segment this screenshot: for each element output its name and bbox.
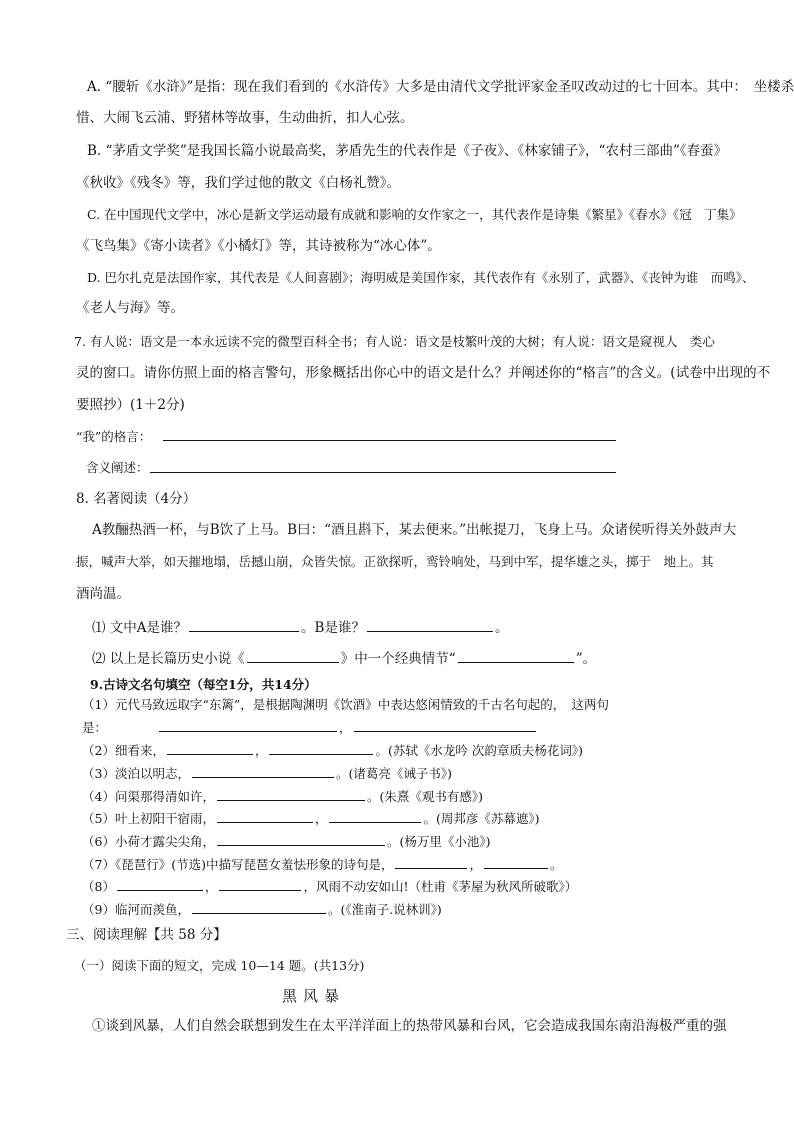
q9-item-1-blank-a[interactable]: [159, 717, 337, 732]
q9-item-5-blank-b[interactable]: [329, 808, 421, 823]
q9-item-2-blank-b[interactable]: [269, 740, 373, 755]
q9-item-2-prefix: （2）细看来，: [82, 743, 165, 758]
q9-item-9-source: 。(《淮南子.说林训》): [327, 902, 442, 917]
q8-subquestion-1: [92, 617, 508, 637]
q8-passage-line2: 振，喊声大举，如天摧地塌，岳撼山崩，众皆失惊。正欲探听，鸾铃响处，马到中军，提华雄之头，掷于 地上。其: [76, 554, 714, 569]
passage-title: 黑风暴: [282, 987, 346, 1005]
q6-option-d-line2: 《老人与海》等。: [76, 300, 184, 316]
q8-passage-line3: 酒尚温。: [76, 586, 130, 602]
q7-prompt-line3: 要照抄）(1＋2分): [76, 397, 185, 413]
q8-heading: 8. 名著阅读（4分）: [76, 491, 197, 507]
q8-answer-a-blank[interactable]: [189, 617, 299, 632]
q9-item-9: [82, 899, 442, 919]
q7-meaning-label: 含义阐述：: [86, 460, 149, 475]
q9-item-2-blank-a[interactable]: [167, 740, 253, 755]
q9-item-8-prefix: （8）: [82, 879, 115, 894]
q9-item-4-prefix: （4）问渠那得清如许，: [82, 789, 215, 804]
q8-s2-prefix: ⑵ 以上是长篇历史小说《: [92, 651, 245, 667]
q6-option-b-line2: 《秋收》《残冬》等，我们学过他的散文《白杨礼赞》。: [76, 175, 400, 191]
q9-item-9-blank[interactable]: [192, 899, 326, 914]
q9-item-3-blank[interactable]: [192, 763, 334, 778]
q9-item-2-source: 。(苏轼《水龙吟 次韵章质夫杨花词》): [375, 743, 583, 758]
q9-item-8-blank-b[interactable]: [219, 876, 301, 891]
q9-item-2: [82, 740, 583, 760]
q9-item-4-source: 。(朱熹《观书有感》): [366, 789, 483, 804]
q9-item-8: [82, 876, 577, 896]
q6-option-c-line2: 《飞鸟集》《寄小读者》《小橘灯》等，其诗被称为“冰心体”。: [76, 238, 441, 254]
q6-option-a-line2: 惜、大闹飞云浦、野猪林等故事，生动曲折，扣人心弦。: [76, 110, 414, 126]
q8-s1-suffix: 。: [494, 620, 509, 636]
q9-comma: ，: [204, 879, 218, 894]
q6-option-d-line1: D. 巴尔扎克是法国作家，其代表是《人间喜剧》；海明威是美国作家，其代表作有《永别了，武器》、《丧钟为谁 而鸣》、: [87, 270, 755, 285]
q8-s1-prefix: ⑴ 文中A是谁？: [92, 620, 188, 636]
q8-answer-b-blank[interactable]: [367, 617, 493, 632]
q9-item-7: [82, 854, 563, 874]
q9-item-4: [82, 786, 483, 806]
q9-item-7-blank-b[interactable]: [484, 854, 548, 869]
q9-item-3: [82, 763, 452, 783]
q9-item-3-prefix: （3）淡泊以明志，: [82, 766, 190, 781]
q8-episode-blank[interactable]: [458, 648, 574, 663]
q7-motto-answer-line[interactable]: [163, 440, 616, 441]
q6-option-b-line1: B. “茅盾文学奖”是我国长篇小说最高奖，茅盾先生的代表作是《子夜》、《林家铺子》，“农村三部曲”《春蚕》: [87, 143, 728, 159]
q6-option-c-line1: C. 在中国现代文学中，冰心是新文学运动最有成就和影响的女作家之一，其代表作是诗集《繁星》《春水》《冠 丁集》: [87, 207, 742, 222]
q9-item-6: [82, 831, 490, 851]
section3-subheading: （一）阅读下面的短文，完成 10—14 题。(共13分): [74, 958, 365, 973]
q9-item-8-source: ，风雨不动安如山!（杜甫《茅屋为秋风所破歌》）: [303, 879, 578, 894]
q8-s1-middle: 。B是谁？: [301, 620, 365, 636]
q9-item-4-blank[interactable]: [217, 786, 365, 801]
q7-prompt-line2: 灵的窗口。请你仿照上面的格言警句，形象概括出你心中的语文是什么？并阐述你的“格言”的含义。(试卷中出现的不: [76, 365, 771, 381]
q9-item-3-source: 。(诸葛亮《诫子书》): [335, 766, 452, 781]
passage-paragraph-1: ①谈到风暴，人们自然会联想到发生在太平洋洋面上的热带风暴和台风，它会造成我国东南沿海极严重的强: [92, 1018, 727, 1034]
q9-item-1-blank-b[interactable]: [354, 717, 536, 732]
q9-item-5-prefix: （5）叶上初阳干宿雨，: [82, 811, 215, 826]
q9-comma: ，: [469, 857, 482, 872]
q9-item-6-blank[interactable]: [217, 831, 385, 846]
q9-item-1-answer: [82, 717, 538, 737]
q8-novel-blank[interactable]: [247, 648, 339, 663]
section3-heading: 三、阅读理解【共 58 分】: [66, 927, 227, 943]
q9-heading: 9.古诗文名句填空（每空1分，共14分）: [90, 677, 317, 692]
q8-subquestion-2: [92, 648, 596, 668]
q9-comma: ，: [314, 811, 328, 826]
q7-prompt-line1: 7. 有人说：语文是一本永远读不完的微型百科全书；有人说：语文是枝繁叶茂的大树；有人说：语文是窥视人 类心: [74, 334, 715, 349]
q9-item-8-blank-a[interactable]: [117, 876, 203, 891]
q6-option-a-line1: A. “腰斩《水浒》”是指：现在我们看到的《水浒传》大多是由清代文学批评家金圣叹改动过的七十回本。其中： 坐楼杀: [87, 79, 794, 95]
q9-comma: ，: [254, 743, 268, 758]
q7-motto-label: “我”的格言：: [76, 429, 152, 444]
q7-meaning-answer-line[interactable]: [150, 472, 616, 473]
q9-item-9-prefix: （9）临河而羡鱼，: [82, 902, 190, 917]
q9-item-5: [82, 808, 540, 828]
q9-item-1: （1）元代马致远取字“东篱”，是根据陶渊明《饮酒》中表达悠闲情致的千古名句起的， 这两句: [82, 697, 609, 712]
q8-passage-line1: A教酾热酒一杯，与B饮了上马。B曰：“酒且斟下，某去便来。”出帐提刀，飞身上马。众诸侯听得关外鼓声大: [92, 522, 737, 538]
q9-item-7-suffix: 。: [549, 857, 563, 872]
q9-item-1-label: 是：: [82, 720, 108, 735]
q9-item-5-source: 。(周邦彦《苏幕遮》): [423, 811, 540, 826]
q8-s2-suffix: ”。: [575, 651, 597, 667]
q9-item-6-source: 。(杨万里《小池》): [386, 834, 491, 849]
q8-s2-middle: 》中一个经典情节“: [340, 651, 456, 667]
q9-item-7-prefix: （7）《琵琶行》(节选)中描写琵琶女羞怯形象的诗句是，: [82, 857, 394, 872]
q9-comma: ，: [339, 720, 352, 735]
q9-item-6-prefix: （6）小荷才露尖尖角，: [82, 834, 215, 849]
q9-item-7-blank-a[interactable]: [395, 854, 467, 869]
q9-item-5-blank-a[interactable]: [217, 808, 313, 823]
